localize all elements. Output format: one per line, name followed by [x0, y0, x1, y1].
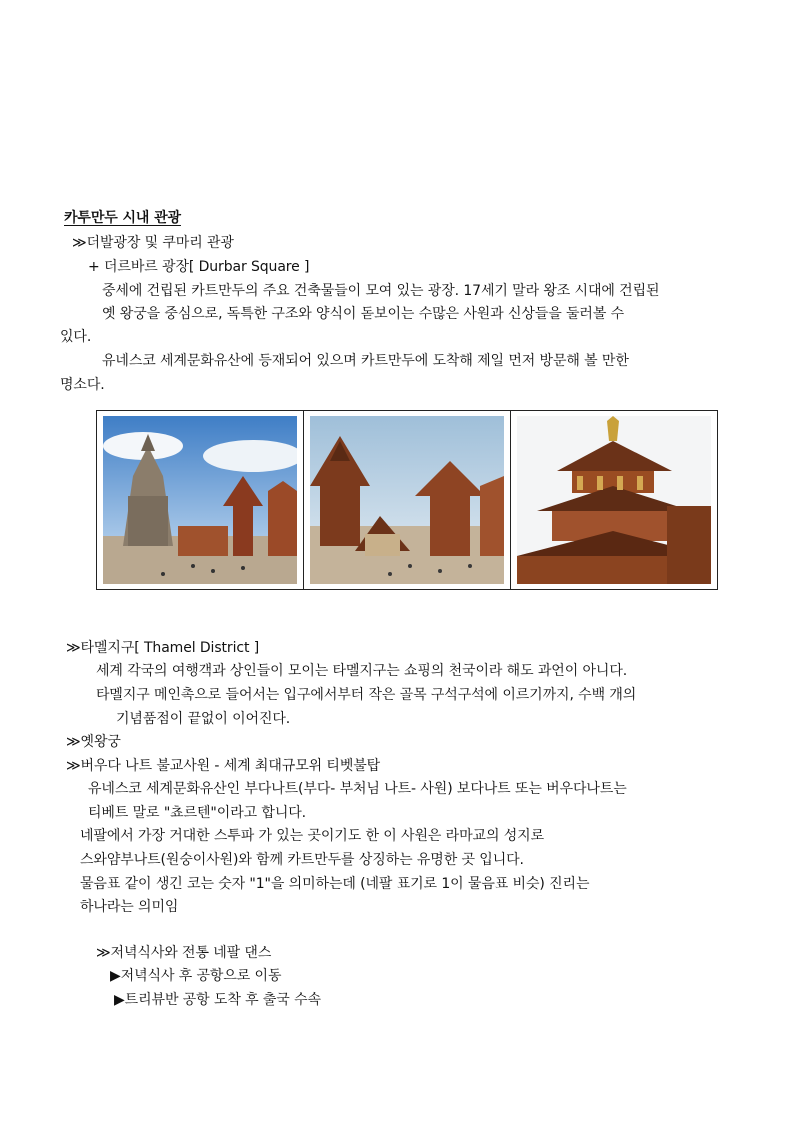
- paragraph-line: 스와얌부나트(원숭이사원)와 함께 카트만두를 상징하는 유명한 곳 입니다.: [80, 852, 524, 868]
- paragraph-line: 세계 각국의 여행객과 상인들이 모이는 타멜지구는 쇼핑의 천국이라 해도 과언이 아니다.: [96, 663, 628, 679]
- list-item: ▶트리뷰반 공항 도착 후 출국 수속: [114, 992, 321, 1008]
- heading-dinner-dance: ≫저녁식사와 전통 네팔 댄스: [96, 945, 272, 961]
- heading-boudhanath: ≫버우다 나트 불교사원 - 세계 최대규모위 티벳불탑: [66, 758, 381, 774]
- subheading-durbar-kumari: ≫더발광장 및 쿠마리 관광: [72, 235, 234, 251]
- paragraph-line: 유네스코 세계문화유산에 등재되어 있으며 카트만두에 도착해 제일 먼저 방문해 볼 만한: [102, 353, 629, 369]
- photo-patan-square: [310, 416, 504, 584]
- paragraph-line: 기념품점이 끝없이 이어진다.: [116, 711, 291, 727]
- paragraph-line: 물음표 같이 생긴 코는 숫자 "1"을 의미하는데 (네팔 표기로 1이 물음표 비슷) 진리는: [80, 876, 590, 892]
- photo-durbar-square: [103, 416, 297, 584]
- paragraph-line: 명소다.: [60, 377, 105, 393]
- paragraph-line: 하나라는 의미임: [80, 899, 179, 915]
- photo-cell: [304, 411, 511, 589]
- list-item: ▶저녁식사 후 공항으로 이동: [110, 968, 282, 984]
- photo-cell: [511, 411, 717, 589]
- subheading-durbar-square: + 더르바르 광장[ Durbar Square ]: [88, 259, 310, 275]
- paragraph-line: 타멜지구 메인촉으로 들어서는 입구에서부터 작은 골목 구석구석에 이르기까지, 수백 개의: [96, 687, 637, 703]
- paragraph-line: 티베트 말로 "쵸르텐"이라고 합니다.: [88, 805, 307, 821]
- section-title-kathmandu-tour: 카투만두 시내 관광: [64, 210, 181, 226]
- photo-cell: [97, 411, 304, 589]
- heading-thamel: ≫타멜지구[ Thamel District ]: [66, 640, 260, 656]
- paragraph-line: 네팔에서 가장 거대한 스투파 가 있는 곳이기도 한 이 사원은 라마교의 성지로: [80, 828, 544, 844]
- paragraph-line: 중세에 건립된 카트만두의 주요 건축물들이 모여 있는 광장. 17세기 말라 왕조 시대에 건립된: [102, 283, 660, 299]
- paragraph-line: 옛 왕궁을 중심으로, 독특한 구조와 양식이 돋보이는 수많은 사원과 신상들을 둘러볼 수: [102, 306, 625, 322]
- photo-pagoda-closeup: [517, 416, 711, 584]
- photo-strip: [96, 410, 718, 590]
- paragraph-line: 있다.: [60, 329, 92, 345]
- paragraph-line: 유네스코 세계문화유산인 부다나트(부다- 부처님 나트- 사원) 보다나트 또는 버우다나트는: [88, 781, 627, 797]
- heading-old-palace: ≫옛왕궁: [66, 734, 121, 750]
